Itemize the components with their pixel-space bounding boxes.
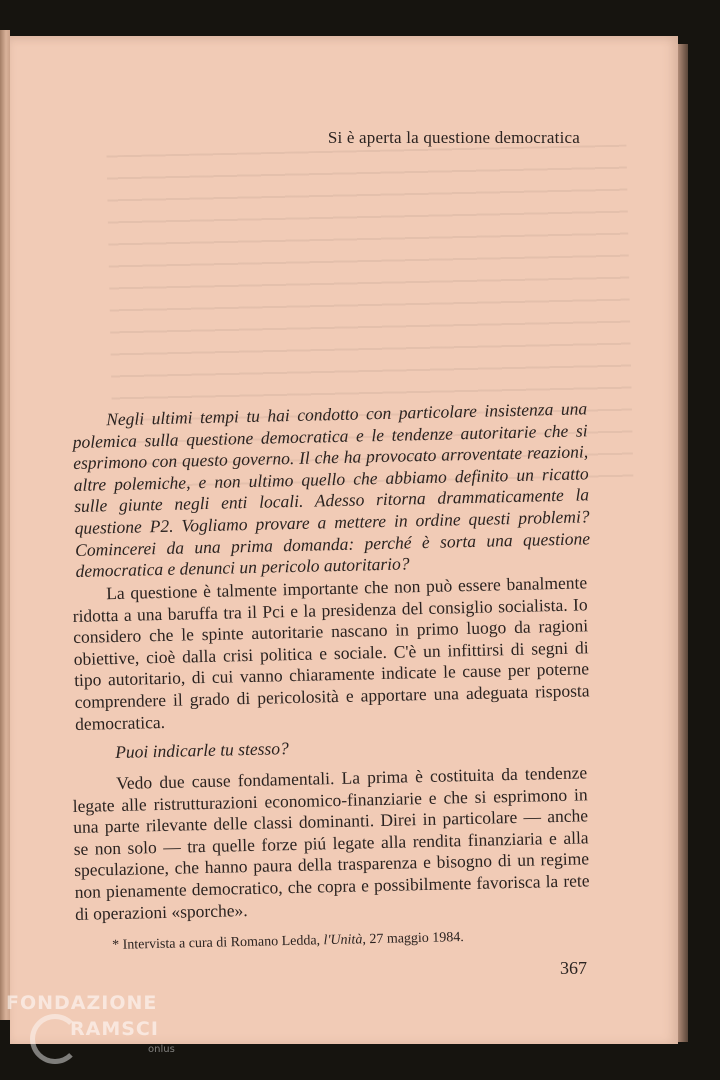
book-left-edge (0, 30, 10, 1020)
interview-answer-2: Vedo due cause fondamentali. La prima è costituita da tendenze legate alle ristrutturazioni economico-finanziarie e che si esprimono in una parte rilevante delle classi dominanti. Direi in particolare — anche se non solo — tra quelle forze piú legate alla rendita finanziaria e alla speculazione, che hanno paura della trasparenza e bisogno di un regime non pienamente democratico, che copra e possibilmente favorisca la rete di operazioni «sporche». (72, 762, 590, 924)
watermark-line1: FONDAZIONE (6, 992, 158, 1014)
page-edge-shadow (678, 44, 688, 1042)
footnote-date: , 27 maggio 1984. (362, 930, 465, 948)
interview-question-2: Puoi indicarle tu stesso? (115, 738, 289, 762)
running-title: Si è aperta la questione democratica (327, 128, 580, 147)
watermark-suffix: onlus (148, 1044, 175, 1055)
fondazione-gramsci-watermark (0, 992, 200, 1055)
watermark-line2: RAMSCI (70, 1018, 159, 1040)
footnote-prefix: * Intervista a cura di Romano Ledda, (112, 933, 324, 953)
page-number: 367 (560, 958, 587, 978)
interview-question-1: Negli ultimi tempi tu hai condotto con particolare insistenza una polemica sulla questione democratica e le tendenze autoritarie che si esprimono con questo governo. Il che ha provocato arroventate reazioni, altre polemiche, e non ultimo quello che abbiamo definito un ricatto sulle giunte negli enti locali. Adesso ritorna drammaticamente la questione P2. Vogliamo provare a mettere in ordine questi problemi? Comincerei da una prima domanda: perché è sorta una questione democratica e denunci un pericolo autoritario? (72, 398, 591, 582)
footnote-source: l'Unità (323, 932, 363, 949)
interview-answer-1: La questione è talmente importante che non può essere banalmente ridotta a una baruffa tra il Pci e la presidenza del consiglio socialista. Io considero che le spinte autoritarie nascano in primo luogo da ragioni obiettive, cioè dalla crisi politica e sociale. C'è un infittirsi di segni di tipo autoritario, di cui vanno chiaramente indicate le cause per poterne comprendere il grado di pericolosità e apportare una adeguata risposta democratica. (72, 572, 590, 734)
